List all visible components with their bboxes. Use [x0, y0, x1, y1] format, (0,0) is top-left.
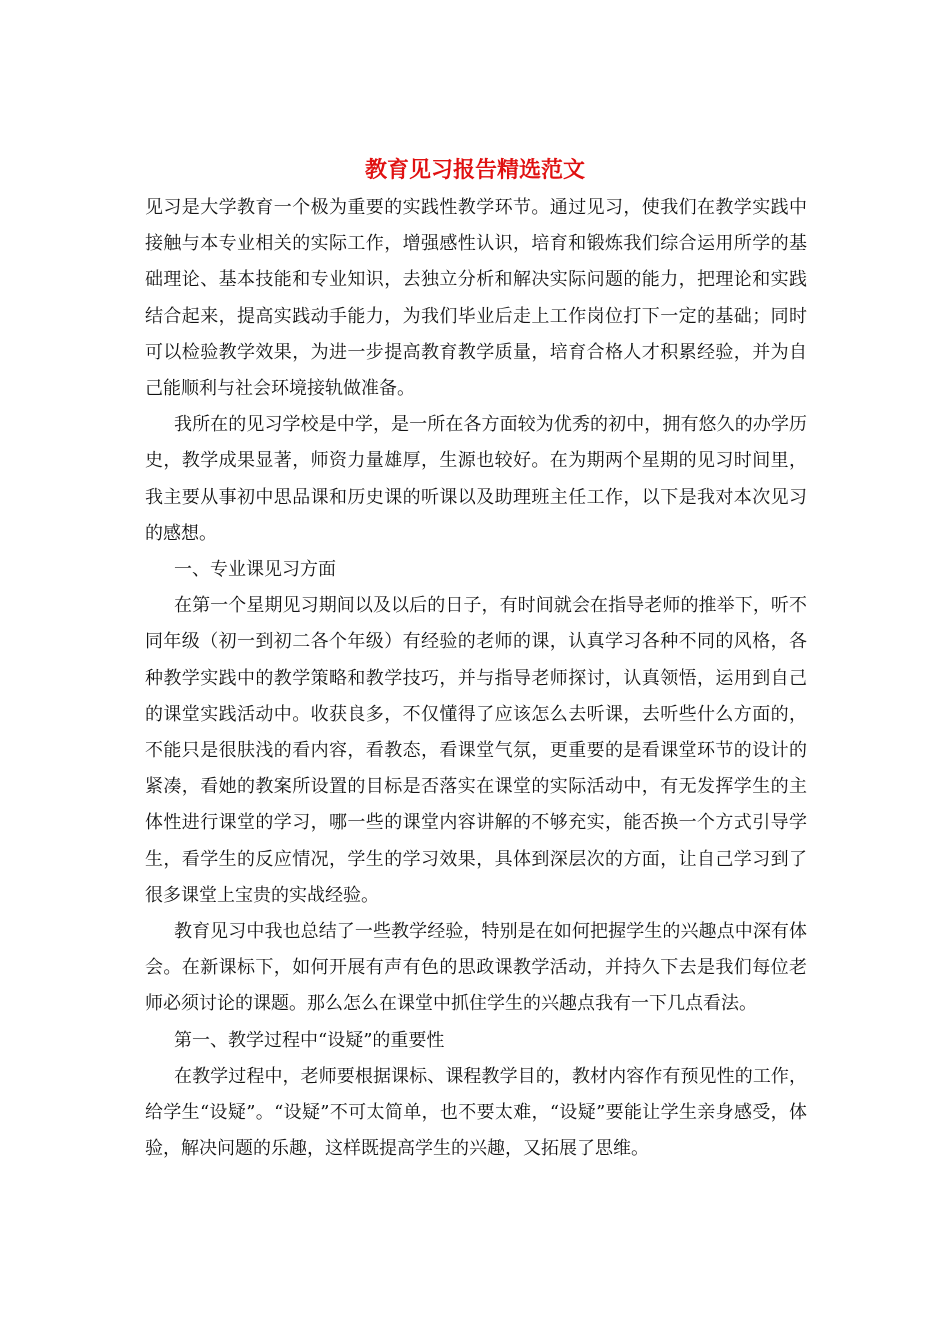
paragraph: 教育见习中我也总结了一些教学经验，特别是在如何把握学生的兴趣点中深有体会。在新课标下，如何开展有声有色的思政课教学活动，并持久下去是我们每位老师必须讨论的课题。那么怎么在课堂中抓住学生的兴趣点我有一下几点看法。	[145, 921, 807, 1015]
section-heading: 第一、教学过程中“设疑”的重要性	[174, 1029, 445, 1051]
paragraph: 我所在的见习学校是中学，是一所在各方面较为优秀的初中，拥有悠久的办学历史，教学成果显著，师资力量雄厚，生源也较好。在为期两个星期的见习时间里，我主要从事初中思品课和历史课的听课以及助理班主任工作，以下是我对本次见习的感想。	[145, 414, 807, 544]
paragraph: 在教学过程中，老师要根据课标、课程教学目的，教材内容作有预见性的工作，给学生“设疑”。“设疑”不可太简单，也不要太难，“设疑”要能让学生亲身感受，体验，解决问题的乐趣，这样既提高学生的兴趣，又拓展了思维。	[145, 1065, 807, 1160]
section-heading: 一、专业课见习方面	[174, 559, 336, 581]
paragraph: 见习是大学教育一个极为重要的实践性教学环节。通过见习，使我们在教学实践中接触与本专业相关的实际工作，增强感性认识，培育和锻炼我们综合运用所学的基础理论、基本技能和专业知识，去独立分析和解决实际问题的能力，把理论和实践结合起来，提高实践动手能力，为我们毕业后走上工作岗位打下一定的基础；同时可以检验教学效果，为进一步提高教育教学质量，培育合格人才积累经验，并为自己能顺利与社会环境接轨做准备。	[145, 197, 807, 400]
paragraph: 在第一个星期见习期间以及以后的日子，有时间就会在指导老师的推举下，听不同年级（初一到初二各个年级）有经验的老师的课，认真学习各种不同的风格，各种教学实践中的教学策略和教学技巧，并与指导老师探讨，认真领悟，运用到自己的课堂实践活动中。收获良多，不仅懂得了应该怎么去听课，去听些什么方面的，不能只是很肤浅的看内容，看教态，看课堂气氛，更重要的是看课堂环节的设计的紧凑，看她的教案所设置的目标是否落实在课堂的实际活动中，有无发挥学生的主体性进行课堂的学习，哪一些的课堂内容讲解的不够充实，能否换一个方式引导学生，看学生的反应情况，学生的学习效果，具体到深层次的方面，让自己学习到了很多课堂上宝贵的实战经验。	[145, 595, 807, 906]
document-title: 教育见习报告精选范文	[364, 157, 585, 183]
document-body	[145, 190, 807, 1167]
